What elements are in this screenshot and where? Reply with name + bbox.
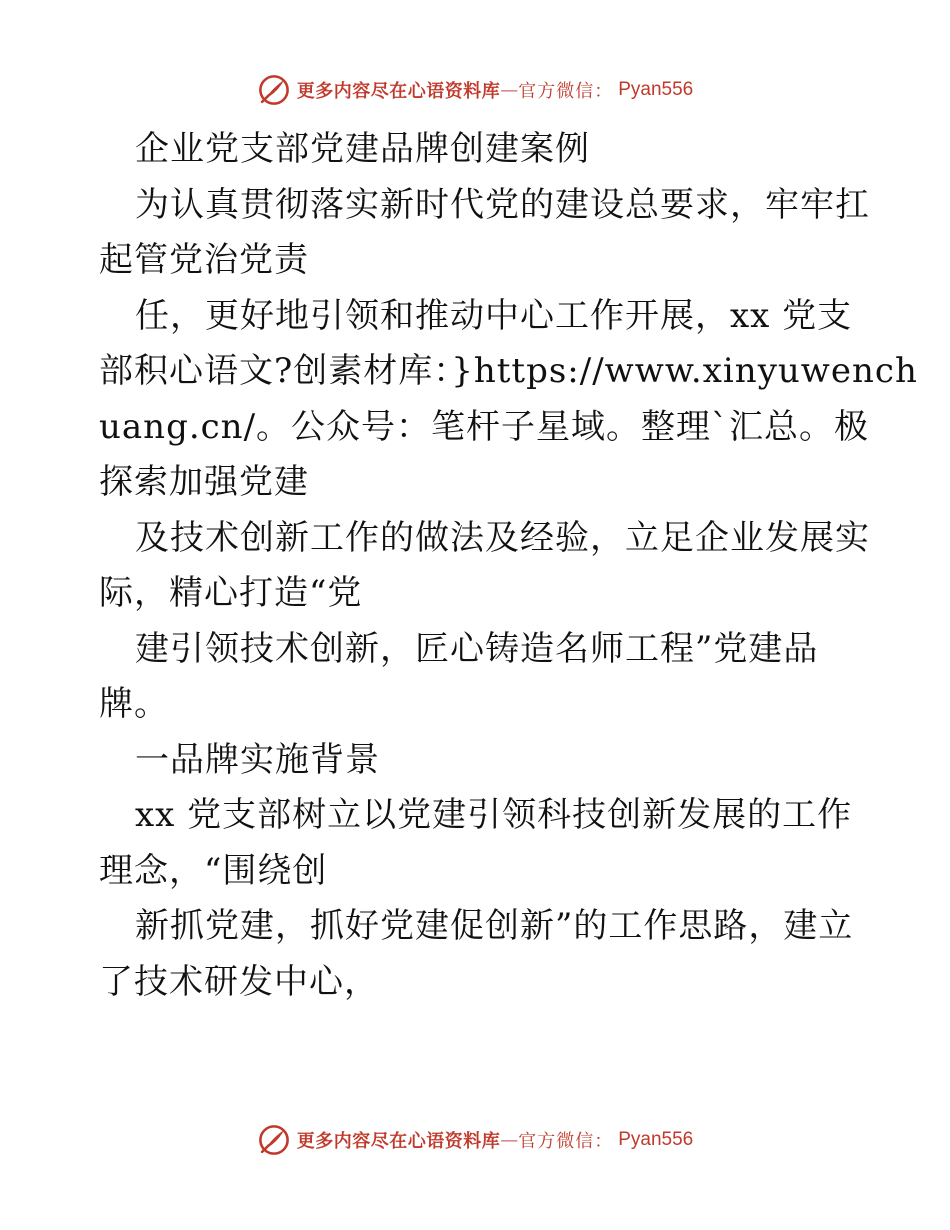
watermark-dash: — <box>500 79 519 101</box>
paragraph-line: 新抓党建，抓好党建促创新”的工作思路，建立 <box>135 906 854 946</box>
section-heading: 一品牌实施背景 <box>135 739 380 780</box>
paragraph-line: 为认真贯彻落实新时代党的建设总要求，牢牢扛 <box>135 184 870 225</box>
paragraph-line: 及技术创新工作的做法及经验，立足企业发展实 <box>135 517 870 558</box>
watermark-colon: ： <box>594 81 613 102</box>
watermark-banner-top <box>0 70 950 110</box>
watermark-colon: ： <box>594 1131 613 1152</box>
watermark-text: 更多内容尽在心语资料库 <box>296 1131 501 1152</box>
watermark-wechat-id: Pyan556 <box>618 79 694 100</box>
paragraph-line: 牌。 <box>99 684 169 724</box>
watermark-banner-bottom <box>0 1120 950 1160</box>
paragraph-line: 了技术研发中心， <box>99 961 379 1002</box>
document-body <box>99 122 918 1010</box>
paragraph-line: 起管党治党责 <box>99 240 309 280</box>
watermark-text: 更多内容尽在心语资料库 <box>296 81 501 102</box>
paragraph-line: 任，更好地引领和推动中心工作开展，xx 党支 <box>135 295 853 336</box>
watermark-official: 官方微信 <box>518 1131 595 1152</box>
document-title: 企业党支部党建品牌创建案例 <box>135 129 590 169</box>
quill-logo-icon <box>257 73 291 107</box>
paragraph-line: 部积心语文?创素材库：}https://www.xinyuwench <box>99 351 918 391</box>
paragraph-line: 建引领技术创新，匠心铸造名师工程”党建品 <box>135 628 819 669</box>
paragraph-line: 探索加强党建 <box>99 462 309 502</box>
watermark-official: 官方微信 <box>518 81 595 102</box>
paragraph-line: 际，精心打造“党 <box>99 573 363 613</box>
paragraph-line: uang.cn/。公众号：笔杆子星域。整理`汇总。极 <box>99 406 870 447</box>
quill-logo-icon <box>257 1123 291 1157</box>
watermark-wechat-id: Pyan556 <box>618 1129 694 1150</box>
paragraph-line: xx 党支部树立以党建引领科技创新发展的工作 <box>135 795 853 835</box>
watermark-dash: — <box>500 1129 519 1151</box>
paragraph-line: 理念，“围绕创 <box>99 850 328 891</box>
